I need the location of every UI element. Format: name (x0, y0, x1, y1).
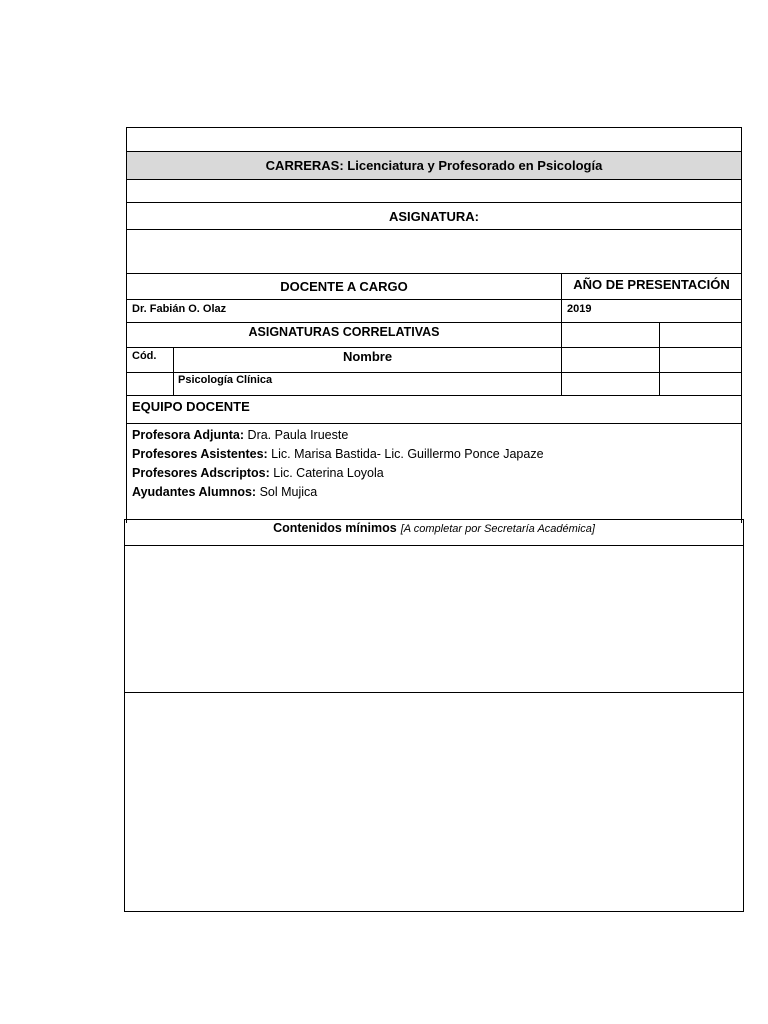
blank-section-box (124, 692, 744, 912)
member-role: Profesora Adjunta: (132, 428, 245, 442)
anio-value: 2019 (567, 303, 592, 315)
list-item (132, 445, 741, 464)
list-item (132, 483, 741, 502)
member-role: Profesores Adscriptos: (132, 466, 270, 480)
correlativas-extra-cell-2 (659, 323, 741, 347)
blank-row-top (126, 127, 742, 152)
contenidos-body (124, 545, 744, 693)
table-row (126, 372, 742, 396)
col-extra-cell-2 (659, 348, 741, 372)
row-extra-cell-1 (561, 373, 659, 395)
docente-name-cell (127, 300, 561, 322)
docente-name: Dr. Fabián O. Olaz (132, 303, 227, 315)
col-nombre-cell (173, 348, 561, 372)
correlativas-title-cell (127, 323, 561, 347)
carreras-header (126, 151, 742, 180)
correlativas-title: ASIGNATURAS CORRELATIVAS (248, 325, 440, 339)
contenidos-title-row (124, 519, 744, 546)
col-extra-cell-1 (561, 348, 659, 372)
row-nombre-cell (173, 373, 561, 395)
docente-label-cell (127, 274, 561, 299)
docente-value-row (126, 299, 742, 323)
member-names: Lic. Marisa Bastida- Lic. Guillermo Ponce Japaze (267, 447, 544, 461)
correlativas-extra-cell-1 (561, 323, 659, 347)
equipo-members-block (126, 423, 742, 523)
equipo-title: EQUIPO DOCENTE (132, 399, 250, 414)
equipo-title-row (126, 395, 742, 424)
asignatura-value-row (126, 229, 742, 274)
correlativas-title-row (126, 322, 742, 348)
col-cod-cell (127, 348, 173, 372)
docente-label: DOCENTE A CARGO (280, 279, 408, 294)
contenidos-title: Contenidos mínimos (273, 521, 397, 535)
carreras-title: CARRERAS: Licenciatura y Profesorado en Psicología (265, 158, 603, 173)
member-names: Dra. Paula Irueste (244, 428, 349, 442)
docente-header-row (126, 273, 742, 300)
col-cod-header: Cód. (132, 350, 157, 362)
row-nombre: Psicología Clínica (178, 374, 273, 386)
contenidos-note: [A completar por Secretaría Académica] (400, 523, 595, 535)
list-item (132, 464, 741, 483)
row-extra-cell-2 (659, 373, 741, 395)
member-names: Lic. Caterina Loyola (269, 466, 384, 480)
col-nombre-header: Nombre (342, 349, 393, 364)
member-names: Sol Mujica (256, 485, 318, 499)
asignatura-label-row (126, 202, 742, 230)
blank-row (126, 179, 742, 203)
asignatura-label: ASIGNATURA: (388, 208, 480, 224)
member-role: Profesores Asistentes: (132, 447, 268, 461)
correlativas-col-header-row (126, 347, 742, 373)
row-cod-cell (127, 373, 173, 395)
member-role: Ayudantes Alumnos: (132, 485, 257, 499)
list-item (132, 426, 741, 445)
anio-label: AÑO DE PRESENTACIÓN (573, 277, 730, 292)
anio-value-cell (561, 300, 741, 322)
anio-label-cell (561, 274, 741, 299)
